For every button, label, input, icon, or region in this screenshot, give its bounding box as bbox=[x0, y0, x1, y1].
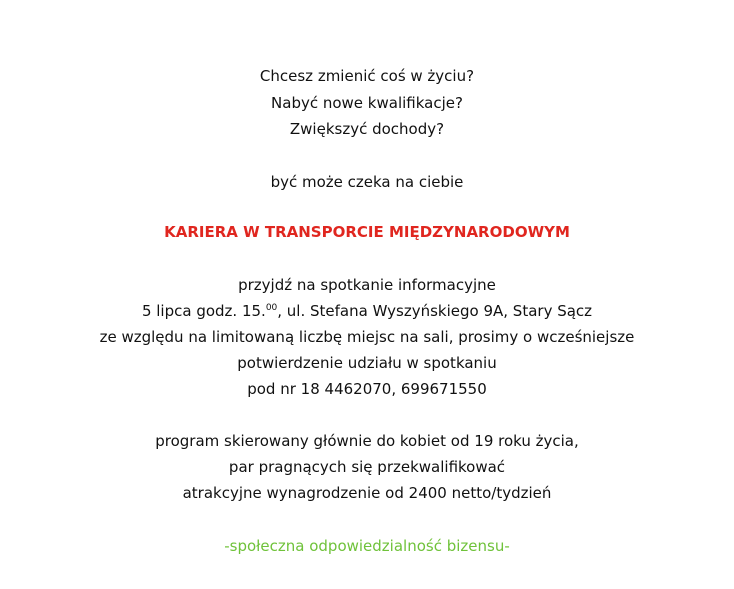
meeting-date: 5 lipca godz. 15. bbox=[141, 302, 266, 320]
footer-slogan: -społeczna odpowiedzialność bizensu- bbox=[224, 537, 510, 555]
meeting-date-address bbox=[0, 301, 734, 321]
intro-question-3: Zwiększyć dochody? bbox=[289, 120, 445, 138]
meeting-phone-numbers: pod nr 18 4462070, 699671550 bbox=[247, 380, 487, 398]
intro-question-1: Chcesz zmienić coś w życiu? bbox=[259, 67, 475, 85]
program-salary: atrakcyjne wynagrodzenie od 2400 netto/tydzień bbox=[182, 484, 552, 502]
meeting-time-minutes: 00 bbox=[265, 303, 278, 313]
headline: KARIERA W TRANSPORCIE MIĘDZYNARODOWYM bbox=[164, 223, 570, 241]
program-retraining: par pragnących się przekwalifikować bbox=[228, 458, 506, 476]
meeting-confirm-note: potwierdzenie udziału w spotkaniu bbox=[237, 354, 497, 372]
meeting-seats-note: ze względu na limitowaną liczbę miejsc na sali, prosimy o wcześniejsze bbox=[99, 328, 635, 346]
intro-question-2: Nabyć nowe kwalifikacje? bbox=[271, 94, 463, 112]
meeting-invite: przyjdź na spotkanie informacyjne bbox=[238, 276, 496, 294]
teaser-text: być może czeka na ciebie bbox=[270, 173, 464, 191]
meeting-address: , ul. Stefana Wyszyńskiego 9A, Stary Sącz bbox=[277, 302, 593, 320]
program-target: program skierowany głównie do kobiet od 19 roku życia, bbox=[155, 432, 579, 450]
